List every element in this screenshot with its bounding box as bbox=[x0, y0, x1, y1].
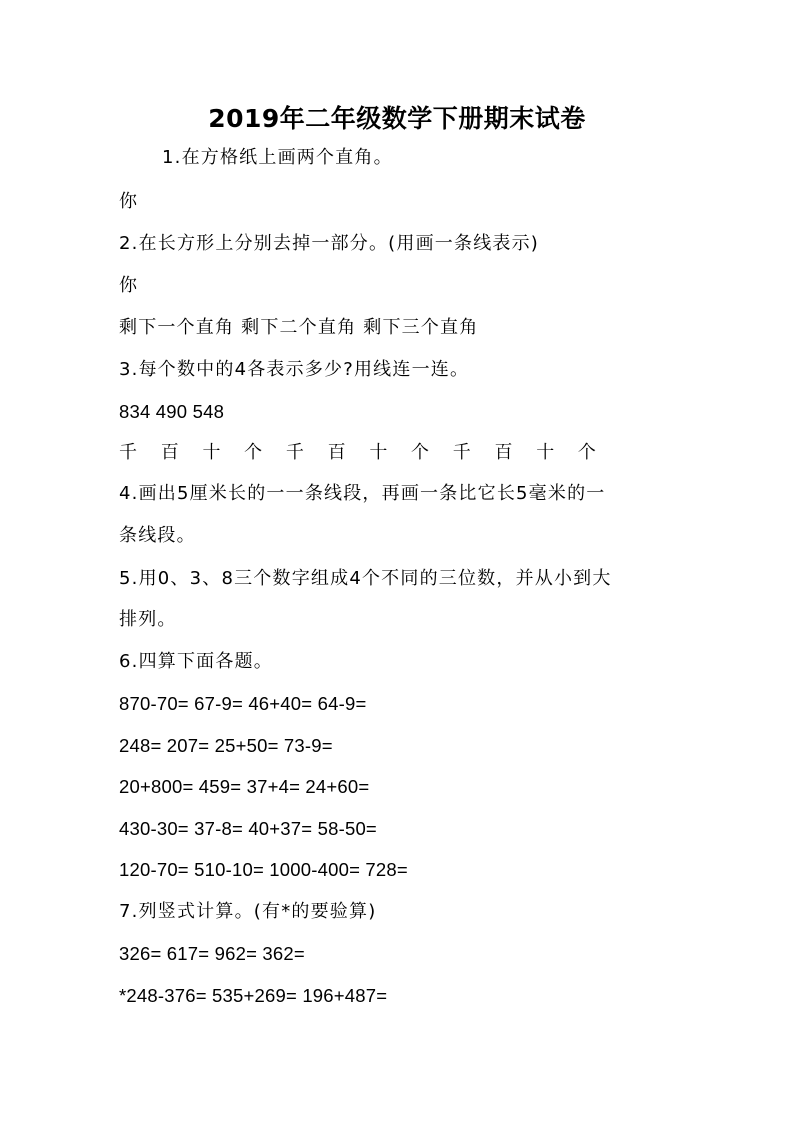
question-3-text: 3.每个数中的4各表示多少?用线连一连。 bbox=[119, 359, 470, 380]
question-6-row-2: 248= 207= 25+50= 73-9= bbox=[119, 735, 333, 756]
question-5-text-cont: 排列。 bbox=[119, 609, 177, 630]
question-6-row-1: 870-70= 67-9= 46+40= 64-9= bbox=[119, 693, 367, 714]
answer-placeholder-1: 你 bbox=[119, 191, 139, 212]
answer-placeholder-2: 你 bbox=[119, 275, 139, 296]
question-7-row-1: 326= 617= 962= 362= bbox=[119, 943, 305, 964]
question-2-options: 剩下一个直角 剩下二个直角 剩下三个直角 bbox=[119, 317, 479, 338]
question-5-text: 5.用0、3、8三个数字组成4个不同的三位数，并从小到大 bbox=[119, 568, 612, 589]
question-4-text-cont: 条线段。 bbox=[119, 525, 196, 546]
question-7-text: 7.列竖式计算。(有*的要验算) bbox=[119, 901, 377, 922]
page-title: 2019年二年级数学下册期末试卷 bbox=[208, 104, 586, 133]
question-3-numbers: 834 490 548 bbox=[119, 401, 225, 422]
question-3-place-values: 千 百 十 个 千 百 十 个 千 百 十 个 bbox=[119, 442, 605, 463]
question-6-text: 6.四算下面各题。 bbox=[119, 651, 273, 672]
question-6-row-5: 120-70= 510-10= 1000-400= 728= bbox=[119, 859, 408, 880]
question-7-row-2: *248-376= 535+269= 196+487= bbox=[119, 985, 388, 1006]
question-4-text: 4.画出5厘米长的一一条线段，再画一条比它长5毫米的一 bbox=[119, 483, 606, 504]
question-6-row-3: 20+800= 459= 37+4= 24+60= bbox=[119, 776, 370, 797]
question-1-text: 1.在方格纸上画两个直角。 bbox=[162, 147, 393, 168]
question-2-text: 2.在长方形上分别去掉一部分。(用画一条线表示) bbox=[119, 233, 540, 254]
question-6-row-4: 430-30= 37-8= 40+37= 58-50= bbox=[119, 818, 377, 839]
